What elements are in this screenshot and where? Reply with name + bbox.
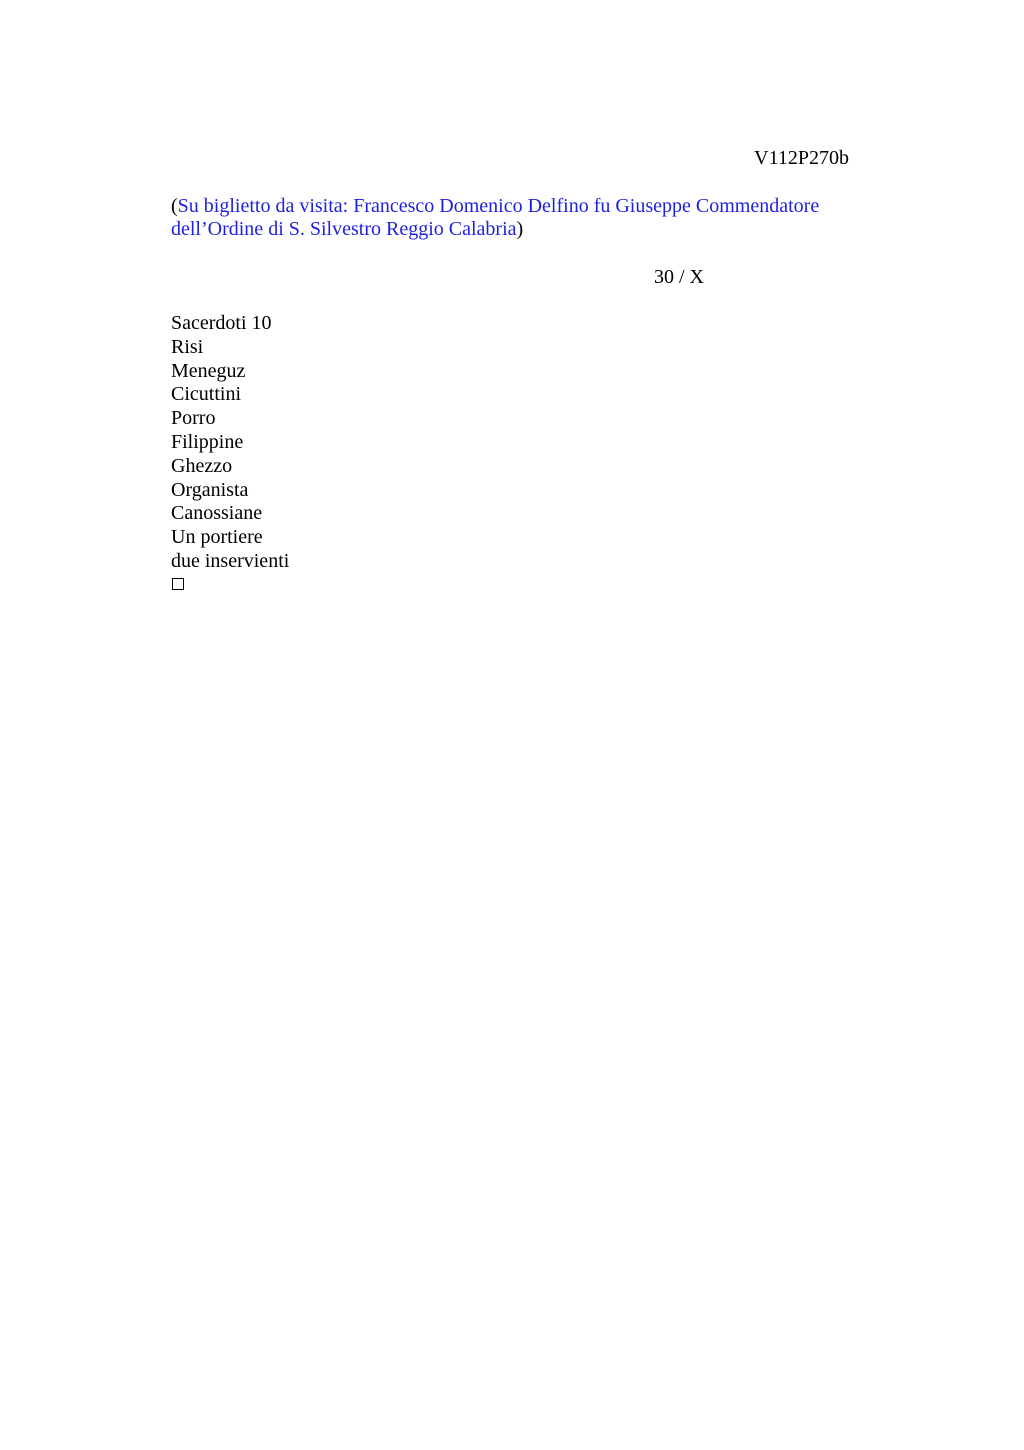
- list-item: Cicuttini: [171, 383, 241, 406]
- note-text: Su biglietto da visita: Francesco Domenico Delfino fu Giuseppe Commendatore dell’Ordine di S. Silvestro Reggio Calabria: [171, 195, 820, 240]
- list-item: Un portiere: [171, 526, 263, 549]
- list-item: Meneguz: [171, 359, 246, 382]
- note-close-paren: ): [516, 218, 524, 240]
- list-item: Risi: [171, 335, 204, 358]
- list-item: Filippine: [171, 430, 244, 453]
- list-item: Canossiane: [171, 502, 263, 525]
- personnel-list: [171, 312, 289, 574]
- note-open-paren: (: [171, 195, 178, 217]
- business-card-note: [171, 195, 861, 241]
- list-item: due inservienti: [171, 549, 290, 572]
- reference-code: V112P270b: [754, 147, 849, 169]
- list-item: Organista: [171, 478, 249, 501]
- empty-square-icon: [172, 578, 184, 590]
- list-item: Sacerdoti 10: [171, 312, 272, 334]
- list-item: Ghezzo: [171, 454, 233, 477]
- date-line: 30 / X: [654, 266, 704, 288]
- list-item: Porro: [171, 407, 216, 430]
